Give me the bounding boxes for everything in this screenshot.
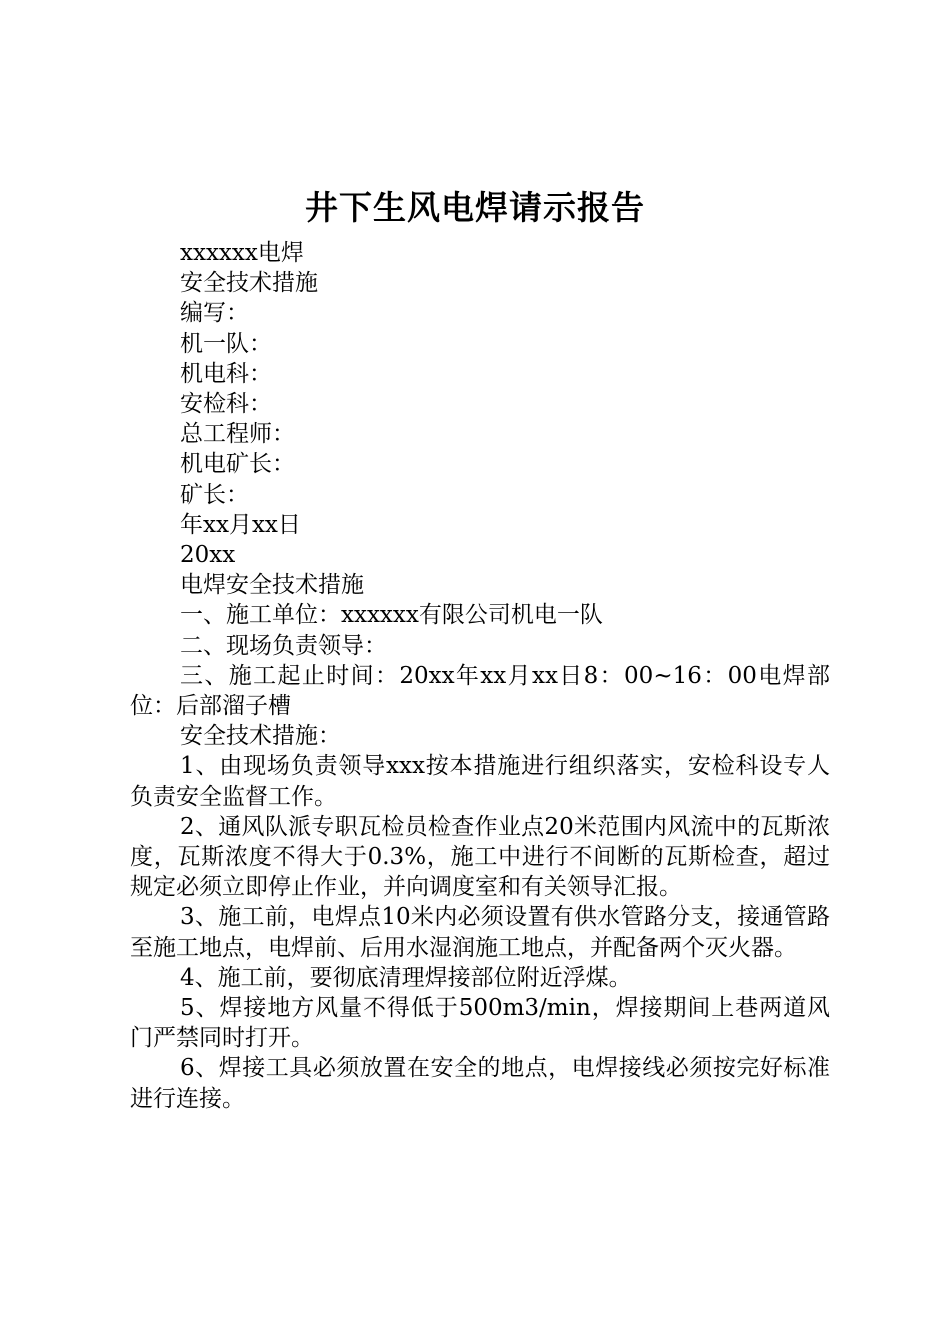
- paragraph-site-leader: 二、现场负责领导：: [180, 632, 387, 659]
- paragraph-author: 编写：: [180, 300, 249, 327]
- paragraph-measure-2: 2、通风队派专职瓦检员检查作业点20米范围内风流中的瓦斯浓度，瓦斯浓度不得大于0.3%，施工中进行不间断的瓦斯检查，超过规定必须立即停止作业，并向调度室和有关领导汇报。: [130, 813, 830, 901]
- paragraph-mine-director: 矿长：: [180, 481, 249, 508]
- paragraph-measures-heading: 安全技术措施: [180, 270, 318, 297]
- paragraph-year: 20xx: [180, 542, 236, 569]
- paragraph-team-one: 机一队：: [180, 330, 272, 357]
- paragraph-measure-4: 4、施工前，要彻底清理焊接部位附近浮煤。: [180, 964, 632, 991]
- paragraph-electromechanical-director: 机电矿长：: [180, 451, 295, 478]
- document-body: [130, 238, 830, 1114]
- paragraph-safety-dept: 安检科：: [180, 391, 272, 418]
- paragraph-electromechanical-dept: 机电科：: [180, 360, 272, 387]
- paragraph-date: 年xx月xx日: [180, 511, 301, 538]
- paragraph-measure-3: 3、施工前，电焊点10米内必须设置有供水管路分支，接通管路至施工地点，电焊前、后用水湿润施工地点，并配备两个灭火器。: [130, 904, 830, 961]
- paragraph-measure-6: 6、焊接工具必须放置在安全的地点，电焊接线必须按完好标准进行连接。: [130, 1055, 830, 1112]
- paragraph-section-title: 电焊安全技术措施: [180, 572, 364, 599]
- paragraph-construction-time: 三、施工起止时间：20xx年xx月xx日8：00~16：00电焊部位：后部溜子槽: [130, 662, 830, 720]
- paragraph-measure-5: 5、焊接地方风量不得低于500m3/min，焊接期间上巷两道风门严禁同时打开。: [130, 995, 830, 1052]
- paragraph-construction-unit: 一、施工单位：xxxxxx有限公司机电一队: [180, 602, 603, 629]
- paragraph-measures-label: 安全技术措施：: [180, 723, 341, 750]
- paragraph-measure-1: 1、由现场负责领导xxx按本措施进行组织落实，安检科设专人负责安全监督工作。: [130, 753, 830, 810]
- document-title: 井下生风电焊请示报告: [305, 188, 645, 227]
- paragraph-chief-engineer: 总工程师：: [180, 421, 295, 448]
- paragraph-unit-name: xxxxxx电焊: [180, 240, 304, 266]
